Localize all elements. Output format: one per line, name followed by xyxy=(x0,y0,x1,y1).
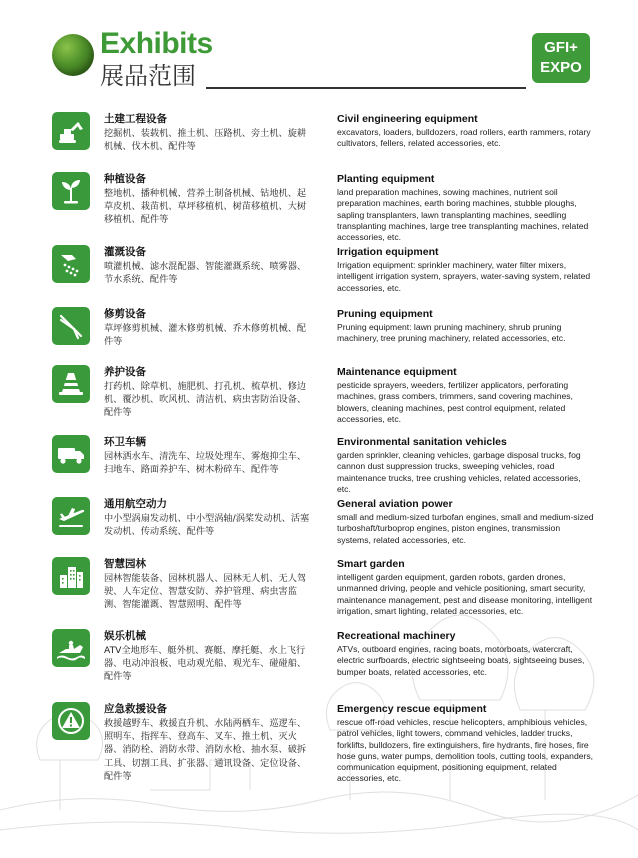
category-desc-cn: 整地机、播种机械、营养土制备机械、钻地机、起草皮机、栽苗机、草坪移植机、树苗移植机、大树移植机、配件等 xyxy=(104,188,307,226)
category-desc-cn: 园林洒水车、清洗车、垃圾处理车、雾炮抑尘车、扫地车、路面养护车、树木粉碎车、配件等 xyxy=(104,451,307,476)
category-title-en: Pruning equipment xyxy=(337,308,433,320)
category-title-cn: 养护设备 xyxy=(104,366,146,378)
excavator-icon xyxy=(52,112,90,150)
category-title-en: Emergency rescue equipment xyxy=(337,703,487,715)
category-title-en: Civil engineering equipment xyxy=(337,113,478,125)
page-title-chinese: 展品范围 xyxy=(100,62,196,90)
jet-ski-icon xyxy=(52,629,90,667)
category-desc-cn: 救援越野车、救援直升机、水陆两栖车、巡逻车、照明车、指挥车、登高车、叉车、推土机、灭火器、消防栓、消防水带、消防水枪、抽水泵、破拆工具、切割工具、扩张器、通讯设备、定位设备、配件等 xyxy=(104,718,307,782)
smart-city-icon xyxy=(52,557,90,595)
category-desc-cn: ATV全地形车、艇外机、赛艇、摩托艇、水上飞行器、电动冲浪板、电动观光船、观光车、碰碰船、配件等 xyxy=(104,645,307,683)
sprinkler-icon xyxy=(52,245,90,283)
pruning-shears-icon xyxy=(52,307,90,345)
category-desc-en: small and medium-sized turbofan engines, small and medium-sized turboshaft/turboprop engines, piston engines, transmission systems, related accessories, etc. xyxy=(337,512,594,545)
category-title-cn: 应急救援设备 xyxy=(104,703,167,715)
category-title-cn: 通用航空动力 xyxy=(104,498,167,510)
page-title-english: Exhibits xyxy=(100,27,213,60)
category-desc-en: Irrigation equipment: sprinkler machinery, water filter mixers, intelligent irrigation system, sprayers, water-saving system, related accessories, etc. xyxy=(337,260,591,293)
category-title-cn: 智慧园林 xyxy=(104,558,146,570)
category-desc-cn: 中小型涡扇发动机、中小型涡轴/涡桨发动机、活塞发动机、传动系统、配件等 xyxy=(104,513,310,538)
category-desc-cn: 挖掘机、装载机、推土机、压路机、旁土机、旋耕机械、伐木机、配件等 xyxy=(104,128,307,153)
badge-line-1: GFI+ xyxy=(544,39,578,56)
airplane-icon xyxy=(52,497,90,535)
category-desc-en: excavators, loaders, bulldozers, road rollers, earth rammers, rotary cultivators, fellers, related accessories, etc. xyxy=(337,127,591,149)
category-title-en: General aviation power xyxy=(337,498,453,510)
category-title-en: Smart garden xyxy=(337,558,405,570)
category-title-cn: 土建工程设备 xyxy=(104,113,167,125)
category-title-cn: 环卫车辆 xyxy=(104,436,146,448)
grass-ball-logo xyxy=(52,34,94,76)
warning-icon xyxy=(52,702,90,740)
category-desc-cn: 打药机、除草机、施肥机、打孔机、梳草机、修边机、覆沙机、吹风机、清洁机、病虫害防治设备、配件等 xyxy=(104,381,307,419)
category-title-en: Recreational machinery xyxy=(337,630,456,642)
category-desc-en: intelligent garden equipment, garden robots, garden drones, unmanned driving, people and vehicle positioning, smart security, maintenance management, pest and disease monitoring, intelligent irrigation, smart lighting, related accessories, etc. xyxy=(337,572,593,616)
category-title-cn: 灌溉设备 xyxy=(104,246,146,258)
category-desc-en: ATVs, outboard engines, racing boats, motorboats, watercraft, electric surfboards, electric sightseeing boats, sightseeing buses, bumper boats, related accessories, etc. xyxy=(337,644,585,677)
category-title-cn: 娱乐机械 xyxy=(104,630,146,642)
page-header xyxy=(0,0,638,100)
category-desc-en: pesticide sprayers, weeders, fertilizer applicators, perforating machines, grass combers, trimmers, sand covering machines, blowers, cleaning machines, pest control equipment, related accessories, etc. xyxy=(337,380,573,424)
category-desc-cn: 草坪修剪机械、灌木修剪机械、乔木修剪机械、配件等 xyxy=(104,323,307,348)
category-desc-cn: 园林智能装备、园林机器人、园林无人机、无人驾驶、人车定位、智慧安防、养护管理、病虫害监测、智能灌溉、智慧照明、配件等 xyxy=(104,573,307,611)
title-divider xyxy=(206,87,526,89)
seedling-icon xyxy=(52,172,90,210)
category-desc-cn: 喷灌机械、滤水混配器、智能灌溉系统、喷雾器、节水系统、配件等 xyxy=(104,261,307,286)
category-title-cn: 种植设备 xyxy=(104,173,146,185)
category-desc-en: Pruning equipment: lawn pruning machinery, shrub pruning machinery, tree pruning machinery, related accessories, etc. xyxy=(337,322,566,344)
badge-line-2: EXPO xyxy=(540,59,582,76)
category-title-cn: 修剪设备 xyxy=(104,308,146,320)
category-desc-en: garden sprinkler, cleaning vehicles, garbage disposal trucks, fog cannon dust suppression trucks, sweeping vehicles, road maintenance trucks, tree crushing vehicles, related accessories, etc. xyxy=(337,450,581,494)
category-desc-en: land preparation machines, sowing machines, nutrient soil preparation machines, earth boring machines, stubble ploughs, sapling transplanters, lawn transplanting machines, seedling transplanting machines, large tree transplanting machines, related accessories, etc. xyxy=(337,187,589,243)
sanitation-truck-icon xyxy=(52,435,90,473)
gfi-expo-badge xyxy=(532,33,590,83)
category-title-en: Irrigation equipment xyxy=(337,246,439,258)
category-desc-en: rescue off-road vehicles, rescue helicopters, amphibious vehicles, patrol vehicles, light towers, command vehicles, ladder trucks, forklifts, bulldozers, fire extinguishers, fire hydrants, fire hoses, fire hose guns, water pumps, demolition tools, cutting tools, expanders, communication equipment, positioning equipment, related accessories, etc. xyxy=(337,717,594,784)
traffic-cone-icon xyxy=(52,365,90,403)
category-title-en: Planting equipment xyxy=(337,173,435,185)
category-title-en: Maintenance equipment xyxy=(337,366,457,378)
category-title-en: Environmental sanitation vehicles xyxy=(337,436,507,448)
